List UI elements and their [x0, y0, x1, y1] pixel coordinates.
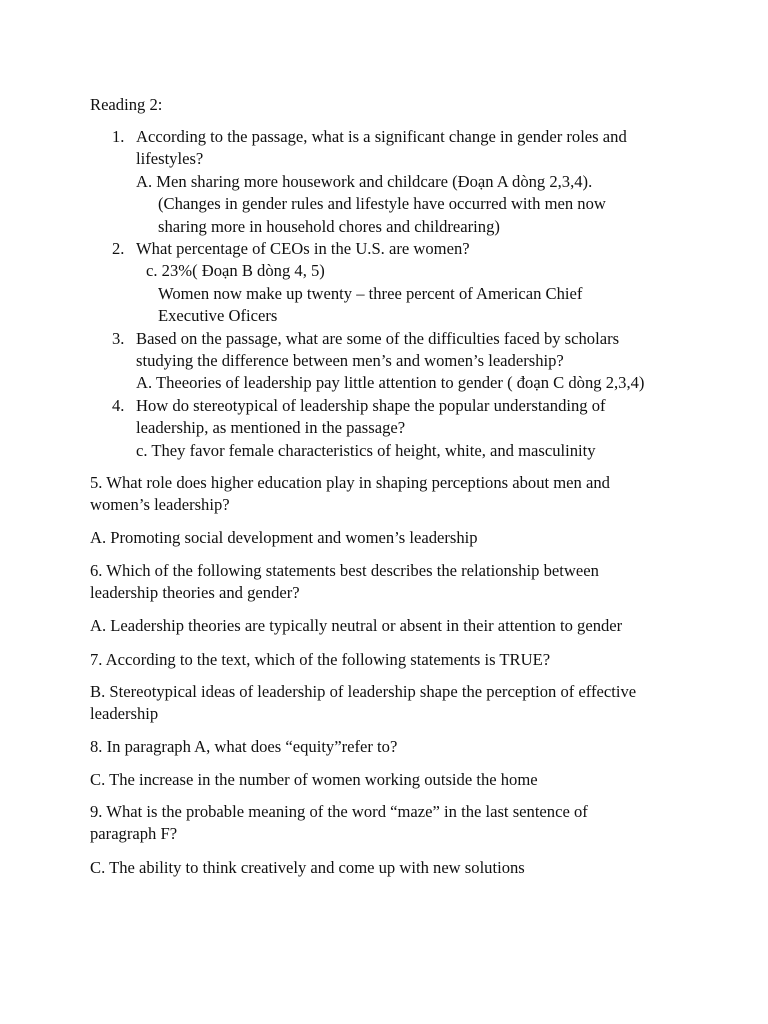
- answer-9: [90, 857, 680, 879]
- question-8: [90, 736, 680, 758]
- question-9: [90, 801, 680, 846]
- paragraph-line: 9. What is the probable meaning of the word “maze” in the last sentence of: [90, 802, 588, 821]
- paragraph-line: 8. In paragraph A, what does “equity”refer to?: [90, 737, 398, 756]
- question-number: 2.: [112, 239, 125, 259]
- answer-5: [90, 527, 680, 549]
- paragraph-line: women’s leadership?: [90, 495, 230, 515]
- answer-6: [90, 615, 680, 637]
- paragraph-line: 6. Which of the following statements best describes the relationship between: [90, 561, 599, 580]
- paragraph-line: paragraph F?: [90, 824, 178, 844]
- answer-8: [90, 769, 680, 791]
- answer-text: A. Men sharing more housework and childcare (Đoạn A dòng 2,3,4).: [136, 171, 593, 191]
- paragraph-line: 5. What role does higher education play in shaping perceptions about men and: [90, 473, 610, 492]
- answer-text: c. They favor female characteristics of height, white, and masculinity: [136, 440, 596, 460]
- answer-7: [90, 681, 680, 726]
- paragraph-line: C. The increase in the number of women working outside the home: [90, 770, 538, 789]
- question-text-line: lifestyles?: [136, 149, 204, 169]
- question-number: 1.: [112, 127, 125, 146]
- question-6: [90, 560, 680, 605]
- question-5: [90, 472, 680, 517]
- question-text-line: How do stereotypical of leadership shape the popular understanding of: [136, 395, 606, 415]
- question-text-line: studying the difference between men’s and women’s leadership?: [136, 351, 564, 371]
- numbered-question-list: [90, 126, 690, 462]
- question-item-3: [90, 328, 690, 395]
- page-heading: Reading 2:: [90, 95, 163, 114]
- answer-text: A. Theeories of leadership pay little attention to gender ( đoạn C dòng 2,3,4): [136, 373, 645, 393]
- answer-text: c. 23%( Đoạn B dòng 4, 5): [146, 261, 325, 281]
- question-item-2: [90, 238, 690, 328]
- explanation-line: Executive Oficers: [158, 306, 278, 326]
- question-text-line: leadership, as mentioned in the passage?: [136, 418, 406, 438]
- question-text-line: What percentage of CEOs in the U.S. are women?: [136, 239, 470, 259]
- paragraph-line: A. Leadership theories are typically neutral or absent in their attention to gender: [90, 616, 623, 635]
- paragraph-line: B. Stereotypical ideas of leadership of leadership shape the perception of effective: [90, 682, 637, 701]
- explanation-line: (Changes in gender rules and lifestyle have occurred with men now: [158, 194, 606, 214]
- paragraph-line: leadership theories and gender?: [90, 583, 300, 603]
- question-number: 4.: [112, 395, 125, 415]
- explanation-line: Women now make up twenty – three percent of American Chief: [158, 283, 583, 303]
- explanation-line: sharing more in household chores and childrearing): [158, 216, 500, 236]
- question-text-line: According to the passage, what is a significant change in gender roles and: [136, 127, 627, 146]
- paragraph-line: 7. According to the text, which of the following statements is TRUE?: [90, 650, 551, 669]
- paragraph-line: C. The ability to think creatively and come up with new solutions: [90, 858, 525, 877]
- question-item-1: [90, 126, 690, 238]
- question-item-4: [90, 395, 690, 462]
- question-7: [90, 649, 680, 671]
- question-number: 3.: [112, 328, 125, 348]
- paragraph-line: A. Promoting social development and women’s leadership: [90, 528, 478, 547]
- question-text-line: Based on the passage, what are some of the difficulties faced by scholars: [136, 328, 620, 348]
- paragraph-line: leadership: [90, 704, 159, 724]
